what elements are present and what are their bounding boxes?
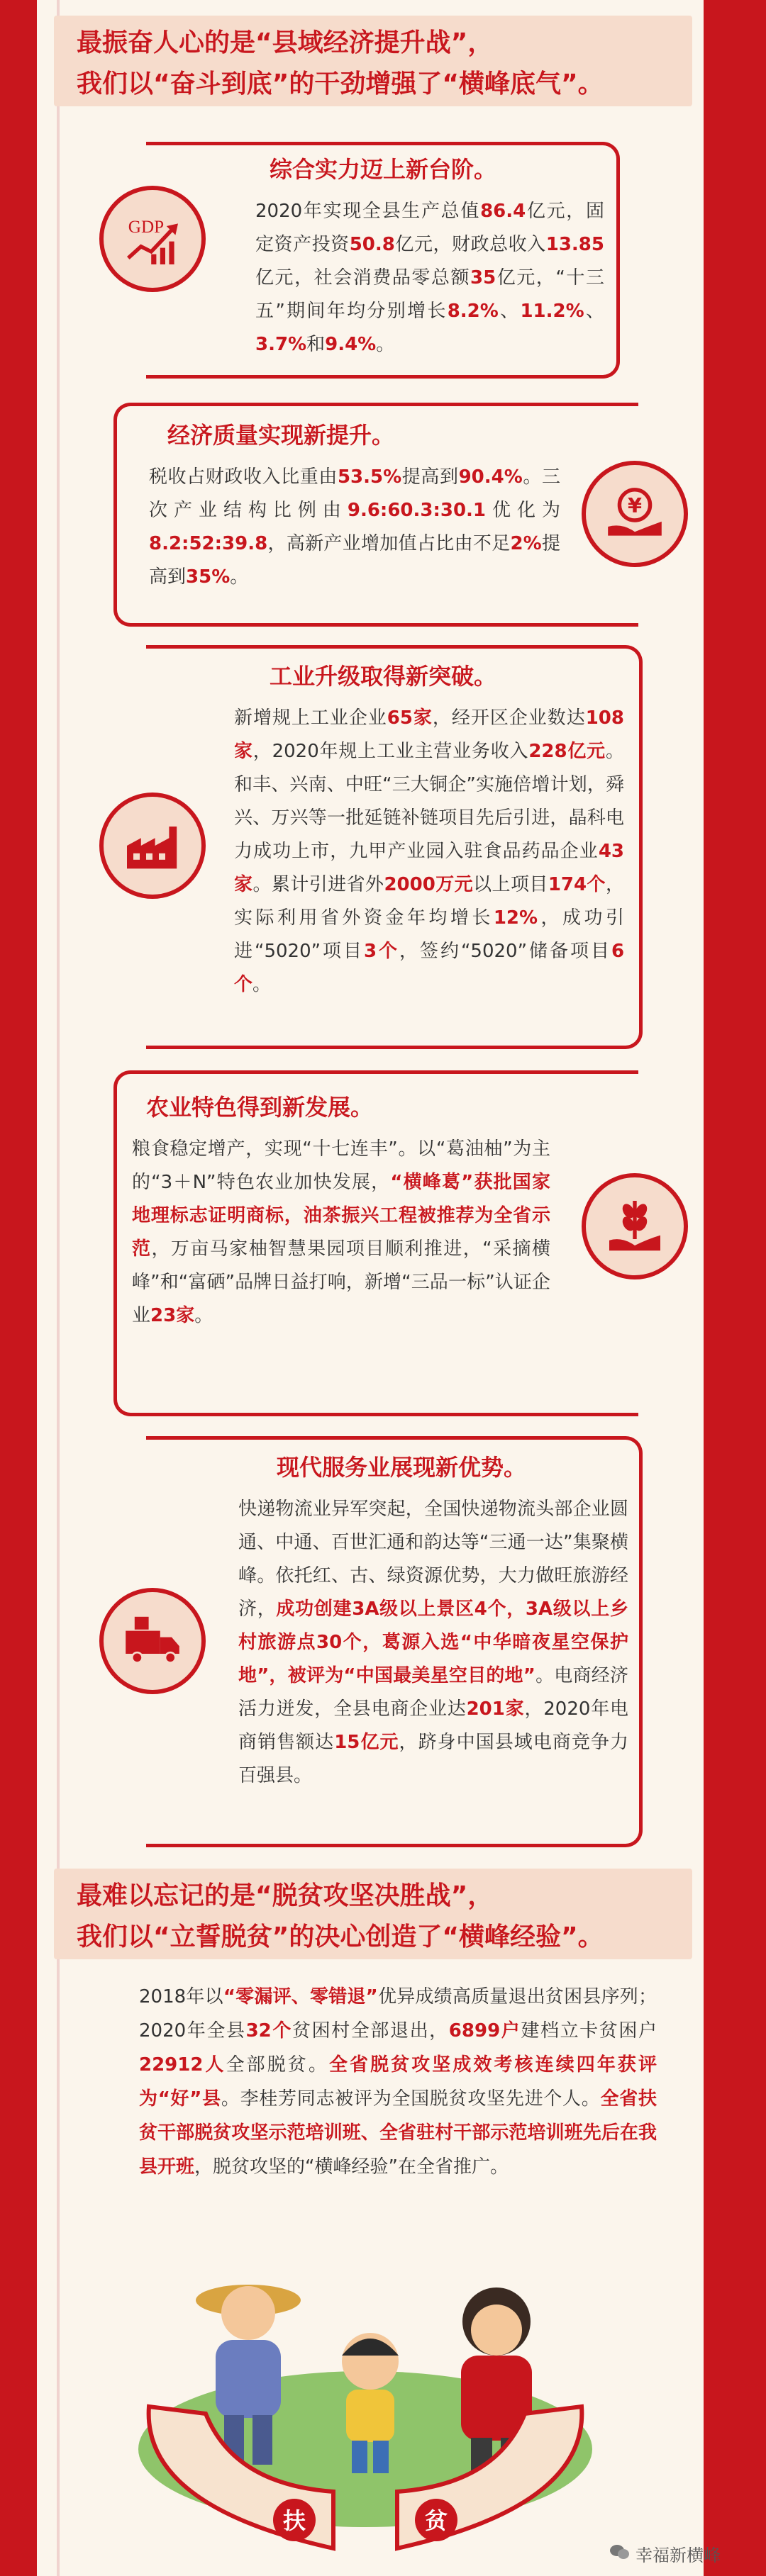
body-text: 优化为 [486, 500, 560, 521]
section-body [234, 702, 624, 1002]
body-text: 优异成绩高质量退出贫困县序列；2020年全县 [139, 1986, 657, 2042]
highlight-text: 35% [186, 566, 231, 588]
section-body [238, 1493, 628, 1793]
body-text: 、 [584, 301, 604, 322]
body-text: 税收占财政收入比重由 [149, 466, 338, 488]
body-text: 亿元，固定资产投资 [255, 201, 604, 255]
wheat-icon [582, 1173, 688, 1279]
body-text: 亿元，“十三五”期间年均分别增长 [255, 267, 604, 322]
banner-line-2: 我们以“奋斗到底”的干劲增强了“横峰底气”。 [77, 69, 604, 99]
highlight-text: 32个 [245, 2020, 292, 2042]
yuan-hand-icon [582, 461, 688, 567]
body-text: 提高到 [401, 466, 459, 488]
highlight-text: 9.6:60.3:30.1 [347, 500, 487, 521]
highlight-text: 90.4% [458, 466, 523, 488]
highlight-text: 6899户 [448, 2020, 521, 2042]
section-title: 经济质量实现新提升。 [167, 422, 395, 449]
highlight-text: 3.7% [255, 334, 307, 355]
body-text: ，成功引进“5020”项目 [234, 907, 624, 962]
banner-line-2: 我们以“立誓脱贫”的决心创造了“横峰经验”。 [77, 1922, 604, 1951]
body-text: 。三次产业结构比例由 [149, 466, 560, 521]
highlight-text: 22912人 [139, 2054, 226, 2076]
section-title: 综合实力迈上新台阶。 [270, 156, 497, 183]
highlight-text: “零漏评、零错退” [223, 1986, 378, 2007]
banner-line-1: 最振奋人心的是“县域经济提升战”， [77, 28, 494, 57]
banner-county-economy [54, 16, 692, 106]
body-text: ，脱贫攻坚的“横峰经验”在全省推广。 [194, 2156, 509, 2178]
body-text: 亿元，社会消费品零总额 [255, 267, 471, 289]
highlight-text: 8.2:52:39.8 [149, 533, 268, 554]
body-text: 。 [230, 566, 249, 588]
body-text: 提高到 [149, 533, 560, 588]
banner-line-1: 最难以忘记的是“脱贫攻坚决胜战”， [77, 1881, 494, 1910]
body-text: 2018年以 [139, 1986, 223, 2007]
body-text: 。 [376, 334, 395, 355]
banner-poverty [54, 1869, 692, 1959]
body-text: ，经开区企业数达 [432, 707, 586, 729]
section-title: 现代服务业展现新优势。 [277, 1454, 527, 1481]
section-body [132, 1133, 550, 1333]
body-text: 。和丰、兴南、中旺“三大铜企”实施倍增计划，舜兴、万兴等一批延链补链项目先后引进，晶科电力成功上市，九甲产业园入驻食品药品企业 [234, 741, 624, 862]
highlight-text: “横峰葛”获批国家地理标志证明商标，油茶振兴工程被推荐为全省示范 [132, 1172, 550, 1260]
body-text: 、 [498, 301, 521, 322]
highlight-text: 成功创建3A级以上景区4个，3A级以上乡村旅游点30个，葛源入选“中华暗夜星空保护地”，被评为“中国最美星空目的地” [238, 1598, 628, 1686]
watermark [610, 2541, 721, 2566]
highlight-text: 2000万元 [384, 874, 474, 895]
section-title: 工业升级取得新突破。 [270, 663, 497, 690]
section-body [149, 461, 560, 594]
body-text: 快递物流业异军突起，全国快递物流头部企业圆通、中通、百世汇通和韵达等“三通一达”集聚横峰。依托红、古、绿资源优势，大力做旺旅游经济， [238, 1499, 628, 1620]
highlight-text: 228亿元 [528, 741, 606, 762]
highlight-text: 108家 [234, 707, 624, 762]
svg-text:GDP: GDP [128, 218, 165, 237]
highlight-text: 3个 [364, 941, 400, 962]
hand-label-left: 扶 [282, 2507, 306, 2534]
body-text: 贫困村全部退出， [292, 2020, 449, 2042]
body-text: 。电商经济活力迸发，全县电商企业达 [238, 1665, 628, 1720]
body-text: 全部脱贫。 [226, 2054, 329, 2076]
body-text: ，2020年电商销售额达 [238, 1698, 628, 1753]
wechat-icon [610, 2543, 630, 2565]
highlight-text: 174个 [548, 874, 606, 895]
delivery-truck-icon [99, 1588, 206, 1694]
body-text: 和 [306, 334, 326, 355]
body-text: 。李桂芳同志被评为全国脱贫攻坚先进个人。 [221, 2088, 601, 2110]
body-text: 。累计引进省外 [252, 874, 384, 895]
highlight-text: 8.2% [447, 301, 499, 322]
highlight-text: 9.4% [325, 334, 377, 355]
highlight-text: 13.85 [545, 234, 604, 255]
body-text: ，实际利用省外资金年均增长 [234, 874, 624, 929]
body-text: 2020年实现全县生产总值 [255, 201, 481, 222]
highlight-text: 23家 [150, 1305, 195, 1326]
highlight-text: 11.2% [520, 301, 584, 322]
highlight-text: 43家 [234, 841, 624, 895]
highlight-text: 2% [510, 533, 542, 554]
body-text: ，高新产业增加值占比由不足 [267, 533, 511, 554]
body-text: 建档立卡贫困户 [521, 2020, 657, 2042]
body-text: ，签约“5020”储备项目 [399, 941, 611, 962]
body-text: 新增规上工业企业 [234, 707, 387, 729]
highlight-text: 50.8 [349, 234, 395, 255]
highlight-text: 6个 [234, 941, 625, 995]
section-body [255, 195, 604, 362]
highlight-text: 201家 [466, 1698, 525, 1720]
hand-label-right: 贫 [424, 2507, 448, 2534]
highlight-text: 35 [470, 267, 496, 289]
family-illustration [121, 2236, 610, 2563]
watermark-text: 幸福新横峰 [635, 2546, 721, 2565]
highlight-text: 12% [493, 907, 538, 929]
highlight-text: 15亿元 [334, 1732, 399, 1753]
highlight-text: 53.5% [337, 466, 402, 488]
body-text: ，万亩马家柚智慧果园项目顺利推进，“采摘横峰”和“富硒”品牌日益打响，新增“三品一标”认证企业 [132, 1238, 550, 1326]
poverty-body [139, 1980, 657, 2184]
svg-text:¥: ¥ [627, 493, 643, 518]
body-text: 粮食稳定增产，实现“十七连丰”。以“葛油柚”为主的“3＋N”特色农业加快发展， [132, 1138, 550, 1193]
body-text: ，2020年规上工业主营业务收入 [252, 741, 529, 762]
section-title: 农业特色得到新发展。 [146, 1094, 374, 1121]
body-text: 以上项目 [473, 874, 548, 895]
highlight-text: 全省扶贫干部脱贫攻坚示范培训班、全省驻村干部示范培训班先后在我县开班 [139, 2088, 657, 2178]
gdp-growth-icon [99, 186, 206, 292]
body-text: 。 [252, 974, 272, 995]
highlight-text: 86.4 [480, 201, 526, 222]
highlight-text: 全省脱贫攻坚成效考核连续四年获评为“好”县 [139, 2054, 657, 2110]
body-text: 。 [194, 1305, 213, 1326]
highlight-text: 65家 [387, 707, 433, 729]
body-text: ，跻身中国县域电商竞争力百强县。 [238, 1732, 628, 1786]
body-text: 亿元，财政总收入 [394, 234, 546, 255]
factory-icon [99, 793, 206, 899]
